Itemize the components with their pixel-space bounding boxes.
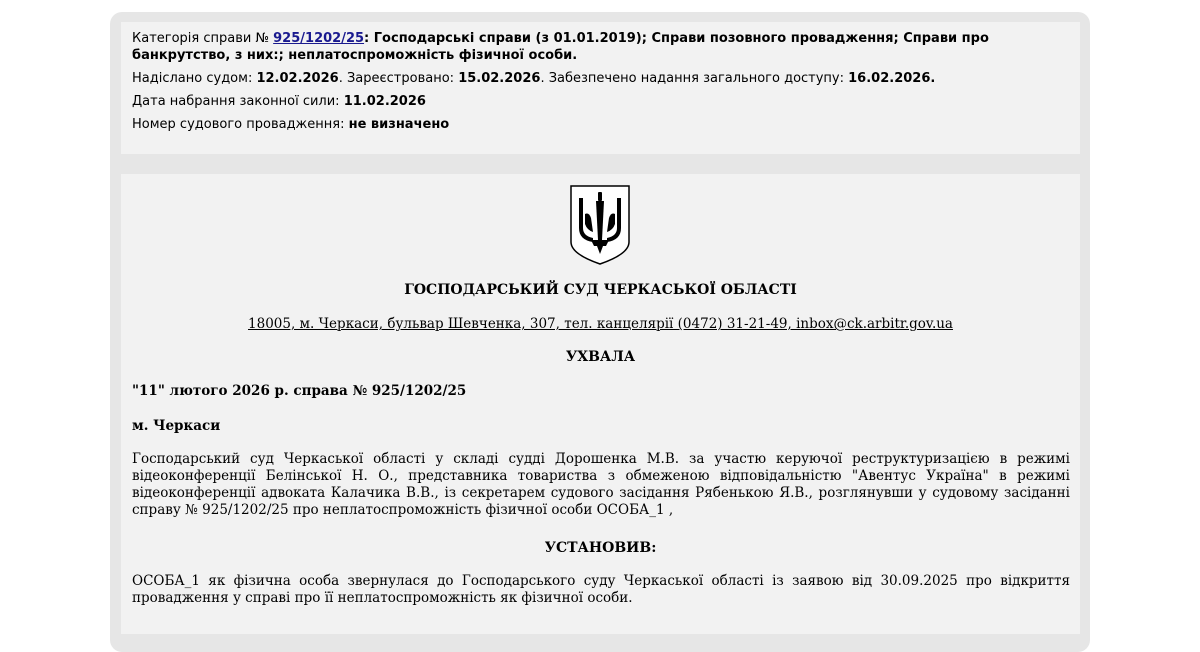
established-heading: УСТАНОВИВ:: [544, 540, 657, 556]
city-line: м. Черкаси: [132, 418, 221, 434]
sent-label: Надіслано судом:: [132, 71, 257, 86]
registered-date: 15.02.2026: [458, 71, 541, 86]
access-date: 16.02.2026: [848, 71, 931, 86]
court-address: 18005, м. Черкаси, бульвар Шевченка, 307, тел. канцелярії (0472) 31-21-49, inbox@ck.arbitr.gov.ua: [248, 316, 953, 332]
sent-date: 12.02.2026: [256, 71, 339, 86]
dates-line: Надіслано судом: 12.02.2026. Зареєстровано: 15.02.2026. Забезпечено надання загального доступу: 16.02.2026.: [132, 71, 936, 86]
proceeding-value: не визначено: [348, 117, 450, 132]
court-title: ГОСПОДАРСЬКИЙ СУД ЧЕРКАСЬКОЇ ОБЛАСТІ: [404, 282, 797, 298]
effective-date-line: [132, 93, 1069, 110]
category-text: : Господарські справи (з 01.01.2019); Справи позовного провадження; Справи про банкрутство, з них:; неплатоспроможність фізичної особи.: [132, 31, 989, 63]
effective-label: Дата набрання законної сили:: [132, 94, 344, 109]
registered-label: . Зареєстровано:: [338, 71, 459, 86]
effective-date: 11.02.2026: [343, 94, 426, 109]
proceeding-label: Номер судового провадження:: [132, 117, 349, 132]
case-date-line: "11" лютого 2026 р. справа № 925/1202/25: [132, 383, 467, 399]
ukraine-trident-emblem-icon: [569, 184, 631, 266]
document-type-heading: УХВАЛА: [565, 349, 636, 365]
intro-paragraph: Господарський суд Черкаської області у складі судді Дорошенка М.В. за участю керуючої реструктуризацією в режимі відеоконференції Белінської Н. О., представника товариства з обмеженою відповідальністю "Авентус Україна" в режимі відеоконференції адвоката Калачика В.В., із секретарем судового засідання Рябенькою Я.В., розглянувши у судовому засіданні справу № 925/1202/25 про неплатоспроможність фізичної особи ОСОБА_1 ,: [132, 451, 1070, 518]
case-info-panel: [121, 22, 1080, 154]
body-paragraph: ОСОБА_1 як фізична особа звернулася до Господарського суду Черкаської області із заявою від 30.09.2025 про відкриття провадження у справі про її неплатоспроможність як фізичної особи.: [132, 573, 1070, 606]
case-number-link[interactable]: 925/1202/25: [273, 31, 365, 46]
access-label: . Забезпечено надання загального доступу:: [540, 71, 849, 86]
case-category: [132, 30, 1069, 64]
category-prefix: Категорія справи №: [132, 31, 274, 46]
document-body: [121, 174, 1080, 634]
proceeding-line: [132, 116, 1069, 133]
